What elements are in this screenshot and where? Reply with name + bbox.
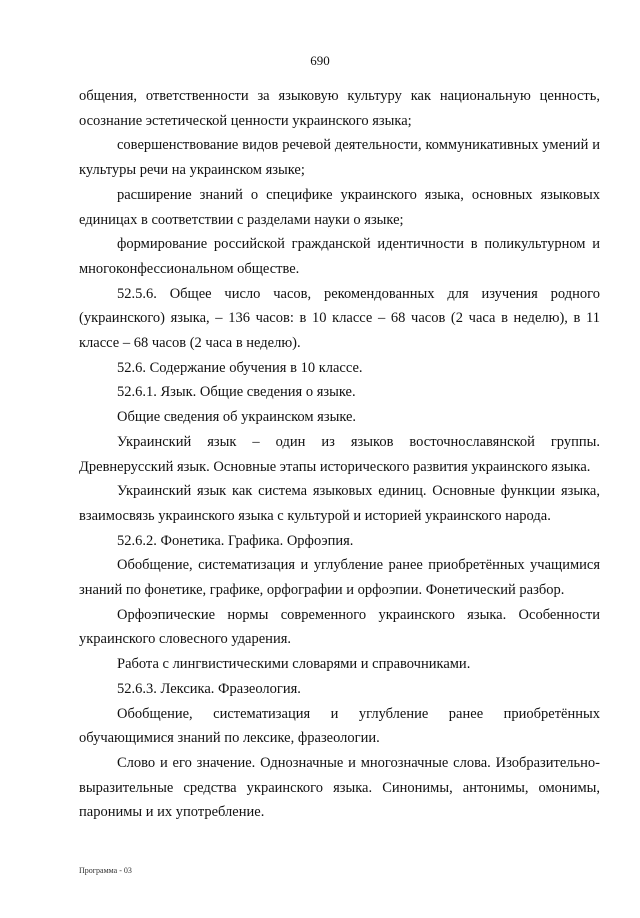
paragraph: совершенствование видов речевой деятельности, коммуникативных умений и культуры речи на украинском языке; xyxy=(79,137,600,179)
section-heading: 52.6.1. Язык. Общие сведения о языке. xyxy=(117,384,356,401)
page-number: 690 xyxy=(310,53,330,68)
paragraph: Обобщение, систематизация и углубление ранее приобретённых обучающимися знаний по лексике, фразеологии. xyxy=(79,705,600,747)
paragraph: 52.5.6. Общее число часов, рекомендованных для изучения родного (украинского) языка, – 136 часов: в 10 классе – 68 часов (2 часа в неделю), в 11 классе – 68 часов (2 часа в неделю). xyxy=(79,285,600,352)
section-heading: 52.6.2. Фонетика. Графика. Орфоэпия. xyxy=(117,532,354,549)
paragraph: Работа с лингвистическими словарями и справочниками. xyxy=(117,656,471,673)
document-body xyxy=(79,84,600,825)
paragraph: расширение знаний о специфике украинского языка, основных языковых единицах в соответствии с разделами науки о языке; xyxy=(79,186,600,228)
paragraph: Общие сведения об украинском языке. xyxy=(117,409,357,426)
paragraph: формирование российской гражданской идентичности в поликультурном и многоконфессиональном обществе. xyxy=(79,236,600,277)
section-heading: 52.6. Содержание обучения в 10 классе. xyxy=(117,359,363,376)
paragraph: общения, ответственности за языковую культуру как национальную ценность, осознание эстетической ценности украинского языка; xyxy=(79,88,600,129)
paragraph: Обобщение, систематизация и углубление ранее приобретённых учащимися знаний по фонетике, графике, орфографии и орфоэпии. Фонетический разбор. xyxy=(79,557,600,599)
paragraph: Орфоэпические нормы современного украинского языка. Особенности украинского словесного ударения. xyxy=(79,606,600,648)
paragraph: Слово и его значение. Однозначные и многозначные слова. Изобразительно-выразительные средства украинского языка. Синонимы, антонимы, омонимы, паронимы и их употребление. xyxy=(79,754,600,821)
section-heading: 52.6.3. Лексика. Фразеология. xyxy=(117,680,301,697)
paragraph: Украинский язык – один из языков восточнославянской группы. Древнерусский язык. Основные этапы исторического развития украинского языка. xyxy=(79,433,600,475)
page-footer: Программа - 03 xyxy=(79,866,132,875)
paragraph: Украинский язык как система языковых единиц. Основные функции языка, взаимосвязь украинского языка с культурой и историей украинского народа. xyxy=(79,483,600,524)
